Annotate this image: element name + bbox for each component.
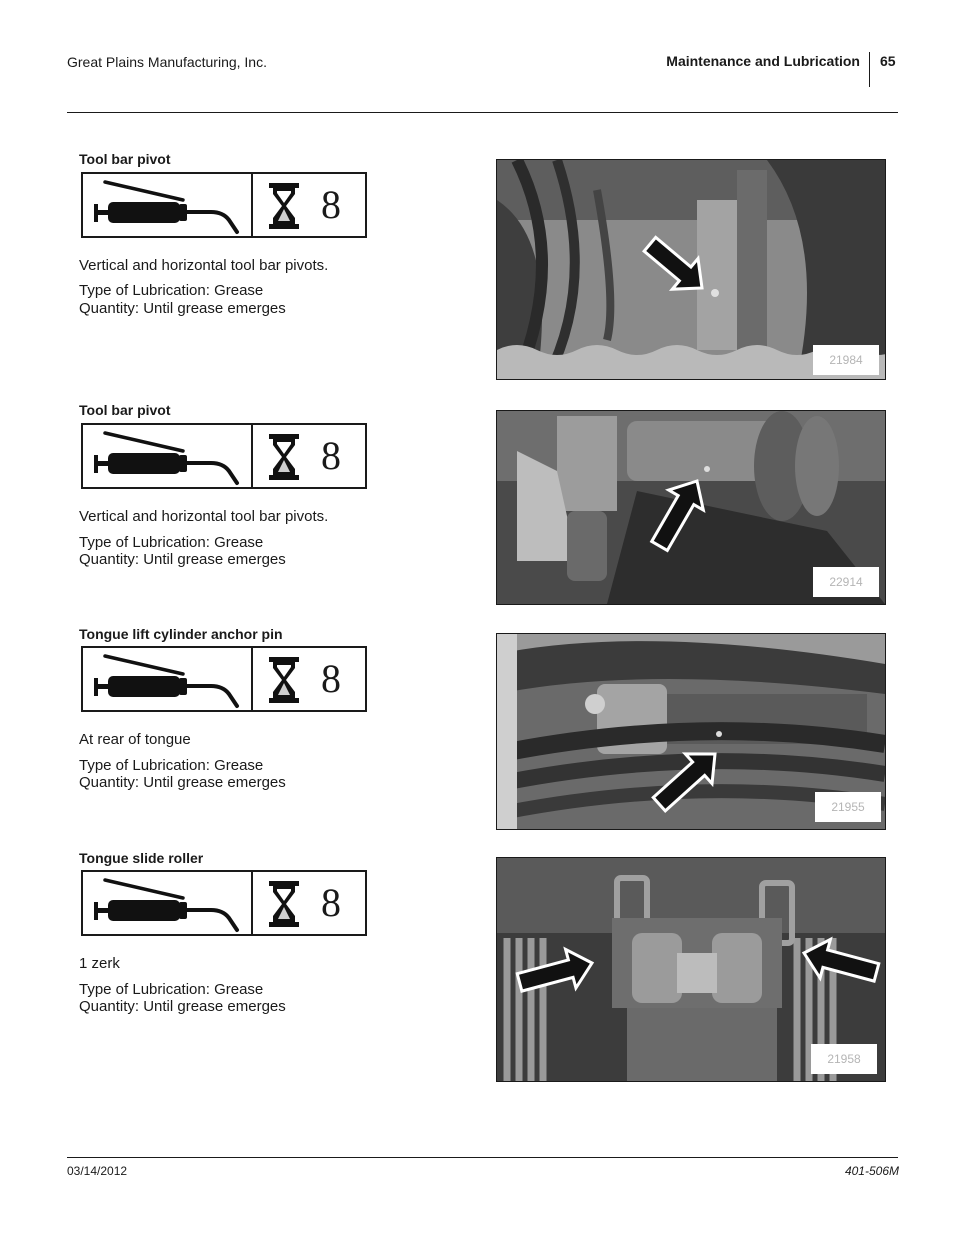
section-4-description: 1 zerk (79, 955, 120, 972)
section-1-description: Vertical and horizontal tool bar pivots. (79, 257, 329, 274)
hourglass-icon (269, 183, 299, 229)
section-2-quantity: Quantity: Until grease emerges (79, 551, 286, 568)
interval-cell (253, 174, 365, 236)
grease-gun-icon (83, 648, 253, 710)
section-2-description: Vertical and horizontal tool bar pivots. (79, 508, 329, 525)
grease-gun-icon (83, 872, 253, 934)
section-1-title: Tool bar pivot (79, 151, 171, 167)
section-2-title: Tool bar pivot (79, 402, 171, 418)
photo-number: 21958 (811, 1044, 877, 1074)
lube-symbol-box (81, 646, 367, 712)
photo-number: 21955 (815, 792, 881, 822)
lube-symbol-box (81, 423, 367, 489)
footer-rule (67, 1157, 898, 1158)
section-title: Maintenance and Lubrication (666, 53, 860, 69)
hourglass-icon (269, 434, 299, 480)
section-4-title: Tongue slide roller (79, 850, 204, 866)
section-3-quantity: Quantity: Until grease emerges (79, 774, 286, 791)
grease-gun-icon (83, 425, 253, 487)
section-1-lubrication: Type of Lubrication: Grease (79, 282, 264, 299)
interval-hours: 8 (321, 433, 341, 478)
page-number: 65 (880, 53, 896, 69)
interval-cell (253, 872, 365, 934)
interval-hours: 8 (321, 656, 341, 701)
footer-date: 03/14/2012 (67, 1164, 128, 1178)
photo-tongue-slide-roller (496, 857, 886, 1082)
photo-tool-bar-pivot-2 (496, 410, 886, 605)
footer-doc-number: 401-506M (844, 1164, 899, 1178)
section-3-description: At rear of tongue (79, 731, 191, 748)
photo-tool-bar-pivot-1 (496, 159, 886, 380)
lube-symbol-box (81, 870, 367, 936)
interval-cell (253, 648, 365, 710)
section-2-lubrication: Type of Lubrication: Grease (79, 534, 264, 551)
interval-hours: 8 (321, 182, 341, 227)
section-4-lubrication: Type of Lubrication: Grease (79, 981, 264, 998)
section-1-quantity: Quantity: Until grease emerges (79, 300, 286, 317)
photo-tongue-lift-cylinder (496, 633, 886, 830)
header-divider (869, 52, 870, 87)
grease-gun-icon (83, 174, 253, 236)
hourglass-icon (269, 881, 299, 927)
hourglass-icon (269, 657, 299, 703)
photo-number: 21984 (813, 345, 879, 375)
section-4-quantity: Quantity: Until grease emerges (79, 998, 286, 1015)
interval-hours: 8 (321, 880, 341, 925)
header-rule (67, 112, 898, 113)
company-name: Great Plains Manufacturing, Inc. (67, 54, 267, 70)
photo-number: 22914 (813, 567, 879, 597)
section-3-lubrication: Type of Lubrication: Grease (79, 757, 264, 774)
lube-symbol-box (81, 172, 367, 238)
interval-cell (253, 425, 365, 487)
section-3-title: Tongue lift cylinder anchor pin (79, 626, 283, 642)
